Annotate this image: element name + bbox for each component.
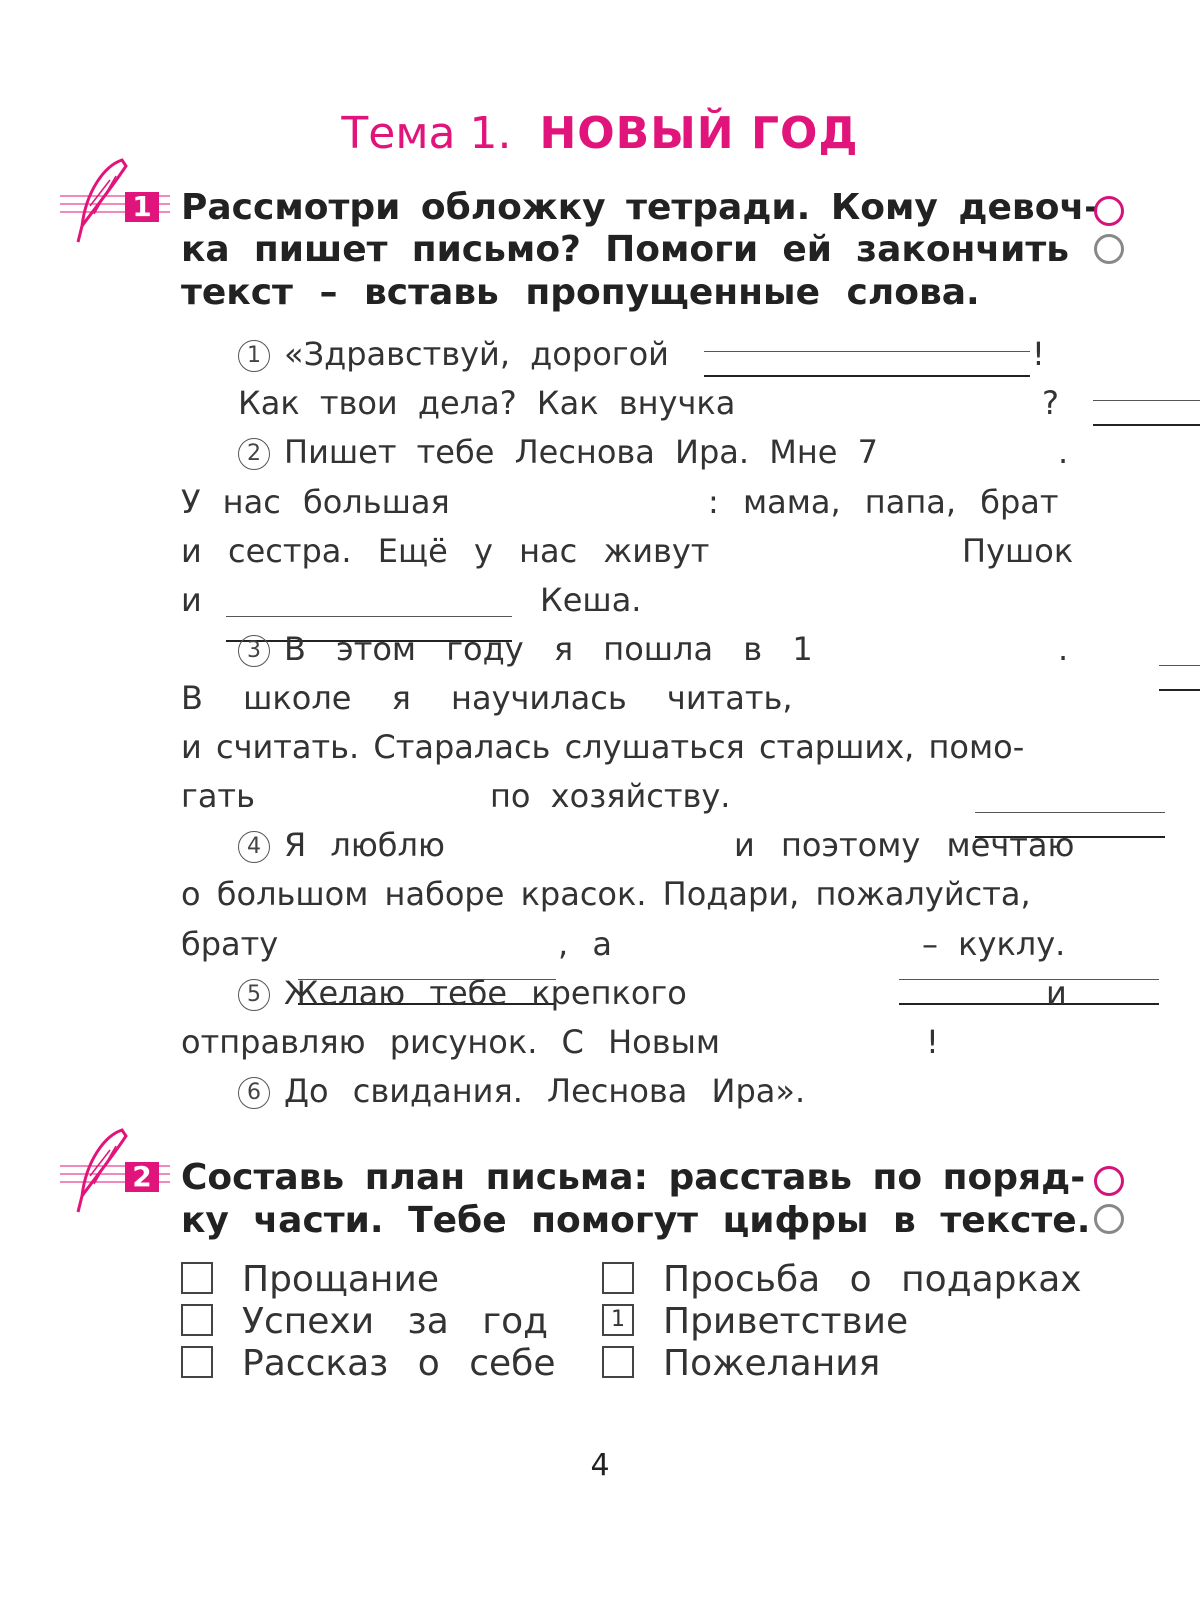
checkbox-greeting[interactable]: 1 [602, 1304, 634, 1336]
letter-text: Я люблю [284, 826, 445, 864]
letter-line: и сестра. Ещё у нас живут [181, 532, 710, 570]
checkbox-about-self[interactable] [181, 1346, 213, 1378]
letter-line [238, 1072, 806, 1110]
blank-field[interactable] [704, 369, 1030, 377]
punct: . [1058, 433, 1069, 471]
task2-line-2: ку части. Тебе помогут цифры в тексте. [181, 1200, 1091, 1241]
blank-field[interactable] [1159, 683, 1200, 691]
checkbox-wishes[interactable] [602, 1346, 634, 1378]
letter-text: В этом году я пошла в 1 [284, 630, 813, 668]
letter-line [238, 826, 445, 864]
letter-line: и поэтому мечтаю [734, 826, 1075, 864]
marker-6: 6 [238, 1077, 270, 1109]
letter-line: отправляю рисунок. С Новым [181, 1023, 720, 1061]
letter-line: Пушок [962, 532, 1074, 570]
self-check-circle-grey[interactable] [1094, 1204, 1124, 1234]
marker-4: 4 [238, 831, 270, 863]
punct: ? [1042, 384, 1059, 422]
letter-line: брату [181, 925, 279, 963]
task2-line-1: Составь план письма: расставь по поряд- [181, 1157, 1086, 1198]
page-number: 4 [590, 1448, 610, 1483]
self-check-circle-pink[interactable] [1094, 1166, 1124, 1196]
letter-line: У нас большая [181, 483, 450, 521]
self-check-circle-grey[interactable] [1094, 234, 1124, 264]
option-label: Пожелания [663, 1343, 881, 1384]
task1-line-3: текст – вставь пропущенные слова. [181, 272, 980, 313]
option-label: Прощание [242, 1259, 439, 1300]
checkbox-farewell[interactable] [181, 1262, 213, 1294]
letter-line: В школе я научилась читать, [181, 679, 793, 717]
task-number-badge: 1 [125, 192, 159, 222]
letter-line [238, 335, 669, 373]
marker-2: 2 [238, 438, 270, 470]
letter-line: по хозяйству. [490, 777, 731, 815]
self-check-circle-pink[interactable] [1094, 196, 1124, 226]
title-prefix: Тема 1. [341, 108, 512, 159]
punct: ! [926, 1023, 939, 1061]
letter-line: и [1046, 974, 1067, 1012]
page-title [0, 108, 1200, 159]
option-label: Успехи за год [242, 1301, 549, 1342]
letter-text: Желаю тебе крепкого [284, 974, 687, 1012]
letter-line: и считать. Старалась слушаться старших, помо- [181, 728, 1025, 766]
option-label: Просьба о подарках [663, 1259, 1082, 1300]
letter-line: , а [558, 925, 612, 963]
marker-5: 5 [238, 979, 270, 1011]
punct: ! [1032, 335, 1045, 373]
letter-text: Пишет тебе Леснова Ира. Мне 7 [284, 433, 878, 471]
task1-line-2: ка пишет письмо? Помоги ей закончить [181, 229, 1069, 270]
title-main: НОВЫЙ ГОД [539, 108, 859, 159]
letter-line [238, 433, 878, 471]
letter-text: До свидания. Леснова Ира». [284, 1072, 806, 1110]
option-label: Приветствие [663, 1301, 909, 1342]
letter-line [238, 974, 687, 1012]
task1-line-1: Рассмотри обложку тетради. Кому девоч- [181, 187, 1100, 228]
letter-line: : мама, папа, брат [708, 483, 1059, 521]
task-number-badge: 2 [125, 1162, 159, 1192]
letter-line: гать [181, 777, 255, 815]
letter-line: – куклу. [922, 925, 1066, 963]
marker-1: 1 [238, 340, 270, 372]
letter-line: Как твои дела? Как внучка [238, 384, 736, 422]
letter-line [238, 630, 813, 668]
checkbox-achievements[interactable] [181, 1304, 213, 1336]
checkbox-gift-request[interactable] [602, 1262, 634, 1294]
marker-3: 3 [238, 635, 270, 667]
option-label: Рассказ о себе [242, 1343, 556, 1384]
punct: . [1058, 630, 1069, 668]
letter-line: и [181, 581, 202, 619]
letter-line: Кеша. [540, 581, 642, 619]
letter-text: «Здравствуй, дорогой [284, 335, 669, 373]
blank-field[interactable] [899, 997, 1159, 1005]
blank-field[interactable] [1093, 418, 1200, 426]
letter-line: о большом наборе красок. Подари, пожалуйста, [181, 875, 1031, 913]
